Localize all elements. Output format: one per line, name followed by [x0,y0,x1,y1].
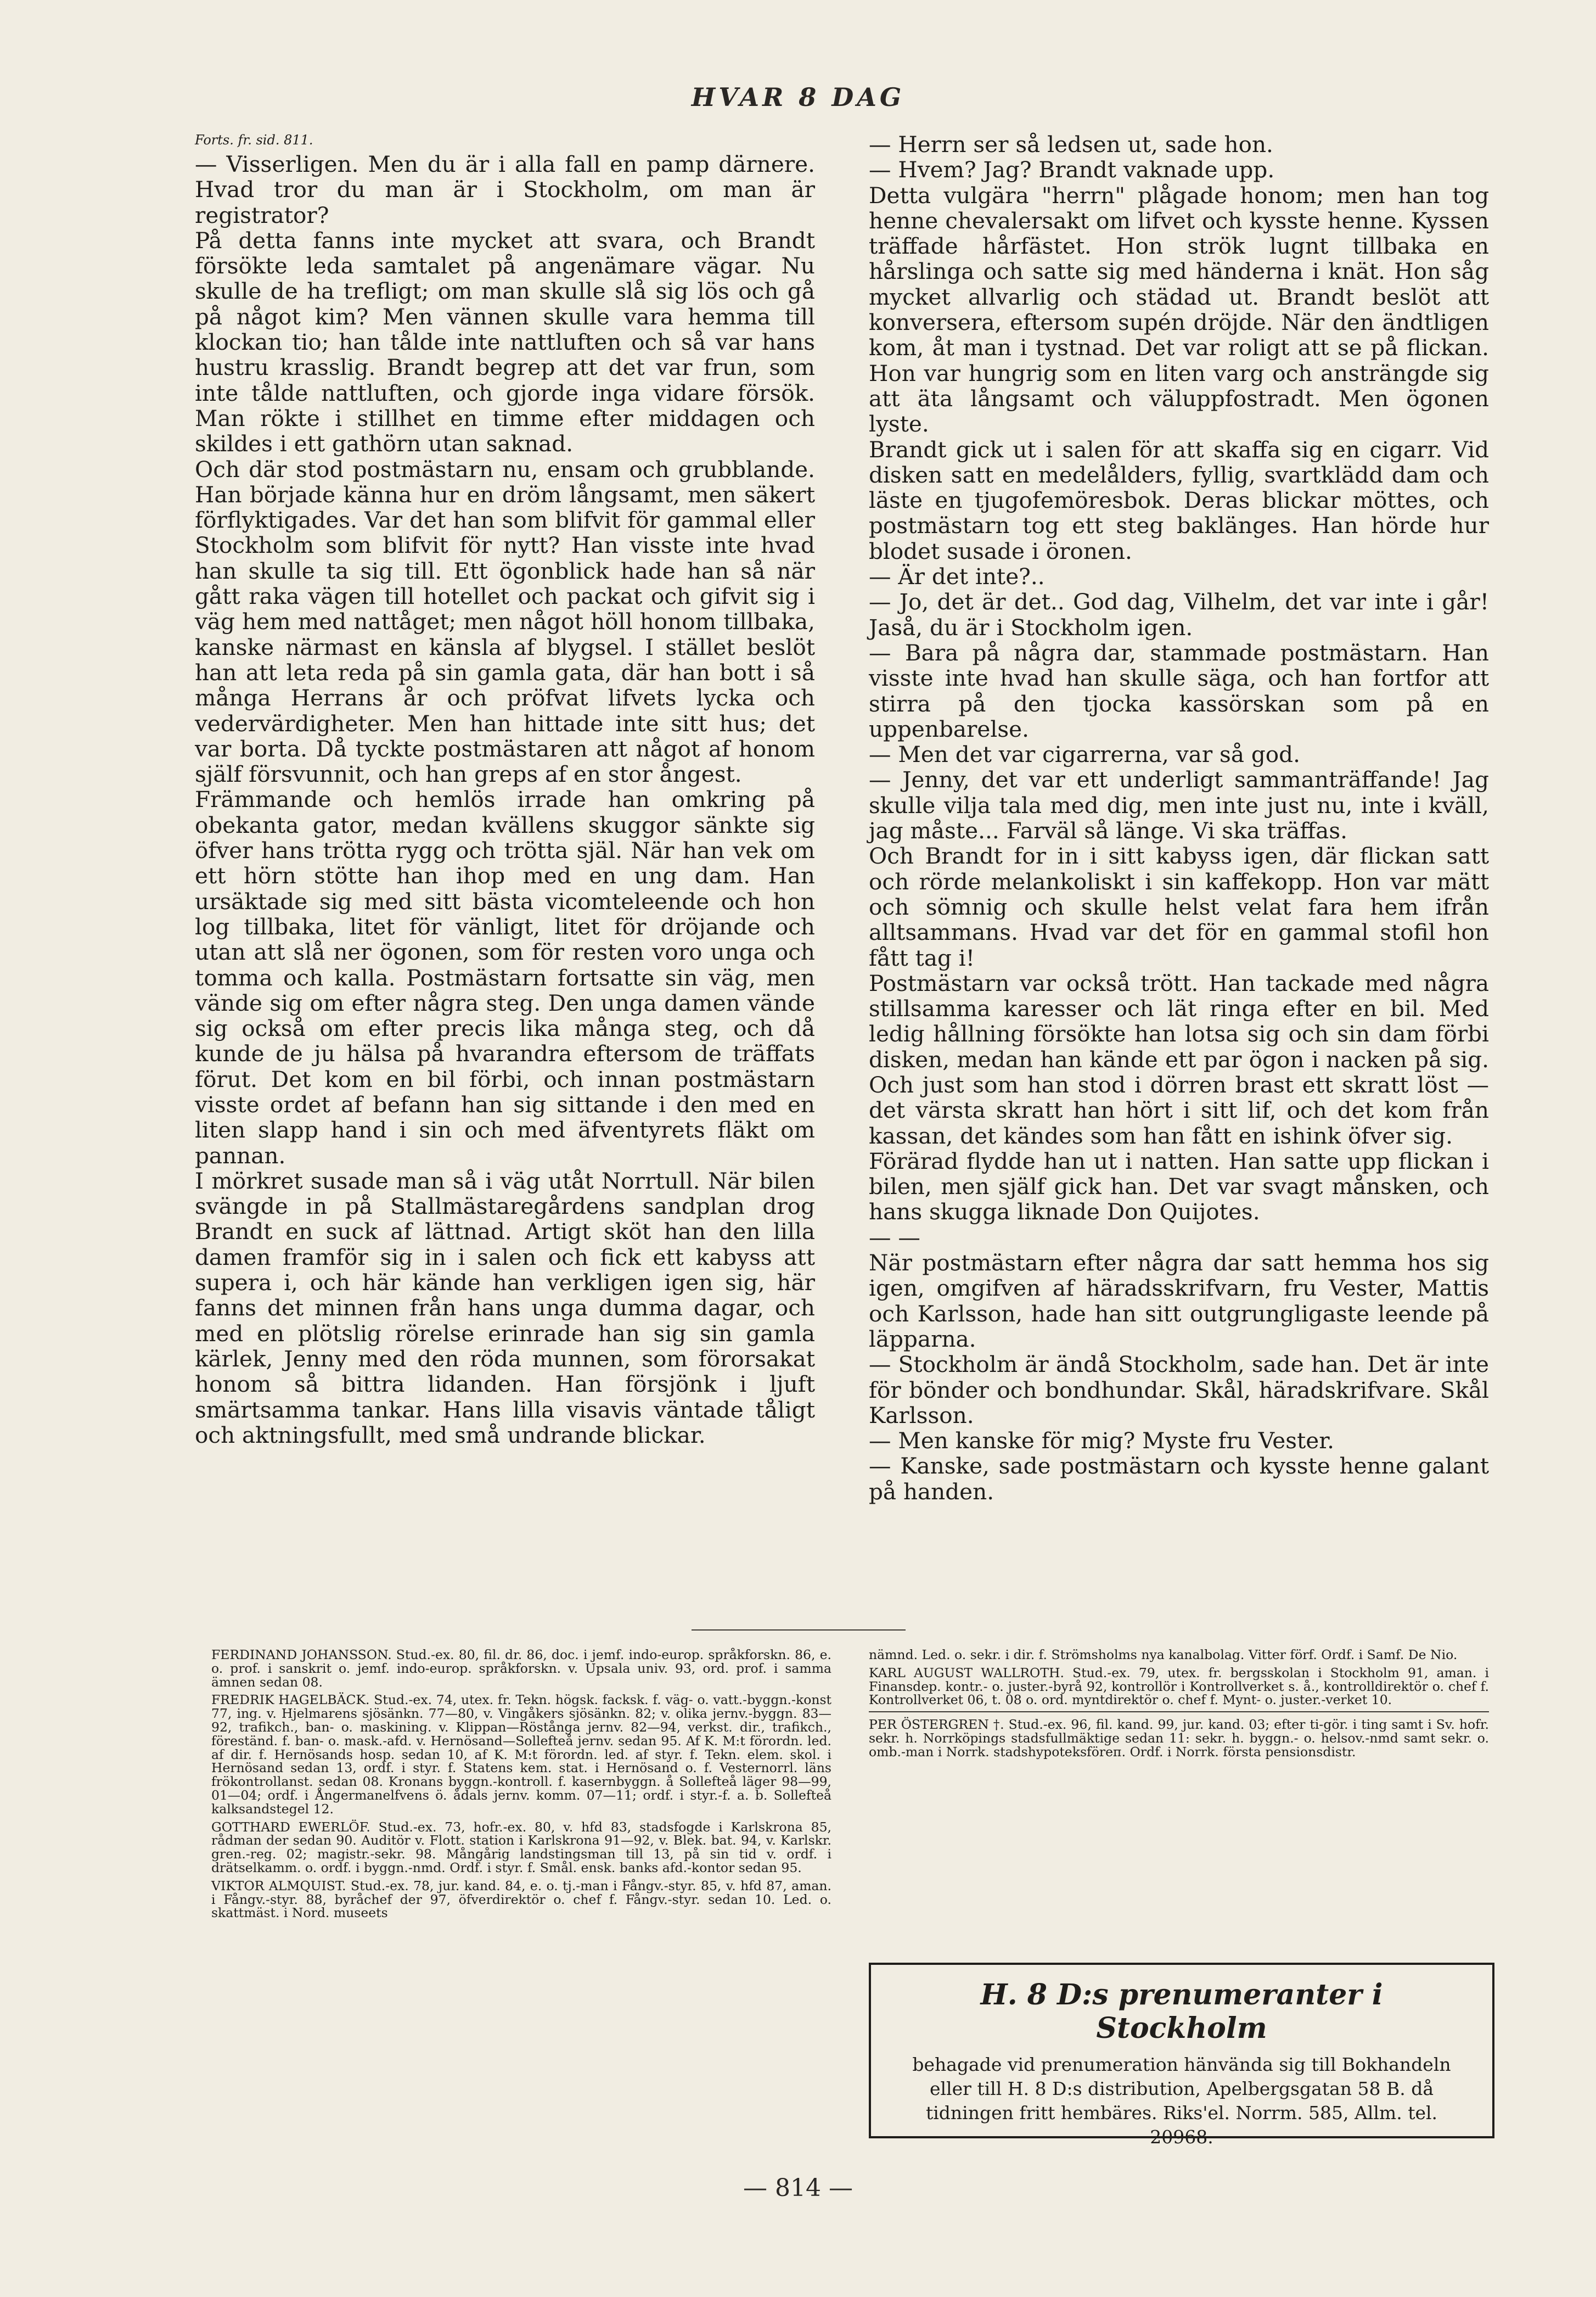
page-number: — 814 — [743,2174,853,2202]
subscription-notice [869,1963,1494,2148]
notice-text: behagade vid prenumeration hänvända sig till Bokhandeln eller till H. 8 D:s distribution, Apelbergsgatan 58 B. då tidningen fritt hembäres. Riks'el. Norrm. 585, Allm. tel. 20968. [912,2054,1451,2148]
right-column [869,132,1489,1504]
paragraph: — Men det var cigarrerna, var så god. [869,741,1300,768]
paragraph: — Men kanske för mig? Myste fru Vester. [869,1427,1335,1454]
left-column [195,132,815,1448]
biography-entry: FREDRIK HAGELBÄCK. Stud.-ex. 74, utex. fr. Tekn. högsk. facksk. f. väg- o. vatt.-byggn.-konst 77, ing. v. Hjelmarens sjösänkn. 77—80, v. Vingåkers sjösänkn. 82; v. olika jernv.-byggn. 83—92, trafikch., ban- o. maskining. v. Klippan—Röstånga jernv. 82—94, verkst. dir., trafikch., föreständ. f. ban- o. mask.-afd. v. Hernösand—Sollefteå jernv. sedan 95. Af K. M:t förordn. led. af dir. f. Hernösands hosp. sedan 10, af K. M:t förordn. led. af styr. f. Tekn. elem. skol. i Hernösand sedan 13, ordf. i styr. f. Statens kem. stat. i Hernösand o. f. Vesternorrl. läns frökontrollanst. sedan 08. Kronans byggn.-kontroll. f. kasernbyggn. å Sollefteå läger 98—99, 01—04; ordf. i Ångermanelfvens ö. ådals jernv. komm. 07—11; ordf. i styr.-f. a. b. Sollefteå kalksandstegel 12. [211,1692,831,1817]
paragraph: — Stockholm är ändå Stockholm, sade han. Det är inte för bönder och bondhundar. Skål, häradskrifvare. Skål Karlsson. [869,1351,1489,1428]
paragraph: Detta vulgära "herrn" plågade honom; men han tog henne chevalersakt om lifvet och kysste henne. Kyssen träffade hårfästet. Hon strök lugnt tillbaka en hårslinga och satte sig med händerna i knät. Hon såg mycket allvarlig och städad ut. Brandt beslöt att konversera, eftersom supén dröjde. När den ändtligen kom, åt man i tystnad. Det var roligt att se på flickan. Hon var hungrig som en liten varg och ansträngde sig att äta långsamt och väluppfostradt. Men ögonen lyste. [869,182,1489,438]
paragraph: — Är det inte?.. [869,563,1045,590]
paragraph: Och där stod postmästarn nu, ensam och grubblande. Han började känna hur en dröm långsamt, men säkert förflyktigades. Var det han som blifvit för gammal eller Stockholm som blifvit för nytt? Han visste inte hvad han skulle ta sig till. Ett ögonblick hade han så när gått raka vägen till hotellet och packat och gifvit sig i väg hem med nattåget; men något höll honom tillbaka, kanske närmast en känsla af blygsel. I stället beslöt han att leta reda på sin gamla gata, där han bott i så många Herrans år och pröfvat lifvets lycka och vedervärdigheter. Men han hittade inte sitt hus; det var borta. Då tyckte postmästaren att något af honom själf försvunnit, och han greps af en stor ångest. [195,456,815,788]
paragraph: När postmästarn efter några dar satt hemma hos sig igen, omgifven af häradsskrifvarn, fru Vester, Mattis och Karlsson, hade han sitt outgrungligaste leende på läpparna. [869,1250,1489,1352]
paragraph: — Herrn ser så ledsen ut, sade hon. [869,131,1273,158]
biography-entry: FERDINAND JOHANSSON. Stud.-ex. 80, fil. dr. 86, doc. i jemf. indo-europ. språkforskn. 86, e. o. prof. i sanskrit o. jemf. indo-europ. språkforskn. v. Upsala univ. 93, ord. prof. i samma ämnen sedan 08. [211,1647,831,1690]
paragraph: — Kanske, sade postmästarn och kysste henne galant på handen. [869,1453,1489,1505]
continuation-note: Forts. fr. sid. 811. [195,132,313,148]
paragraph: Och Brandt for in i sitt kabyss igen, där flickan satt och rörde melankoliskt i sin kaffekopp. Hon var mätt och sömnig och skulle helst velat fara hem ifrån alltsammans. Hvad var det för en gammal stofil hon fått tag i! [869,843,1489,971]
biography-entry: PER ÖSTERGREN †. Stud.-ex. 96, fil. kand. 99, jur. kand. 03; efter ti-gör. i ting samt i Sv. hofr. sekr. h. Norrköpings stadsfullmäktige sedan 11: sekr. h. byggn.- o. helsov.-nmd samt sekr. o. omb.-man i Norrk. stadshypoteksföreп. Ordf. i Norrk. första pensionsdistr. [869,1717,1489,1760]
paragraph: — Jo, det är det.. God dag, Vilhelm, det var inte i går! Jaså, du är i Stockholm igen. [869,589,1489,641]
biography-entry: KARL AUGUST WALLROTH. Stud.-ex. 79, utex. fr. bergsskolan i Stockholm 91, aman. i Finansdep. kontr.- o. juster.-byrå 92, kontrollör i Kontrollverket s. å., kontrolldirektör o. chef f. Kontrollverket 06, t. 08 o. ord. myntdirektör o. chef f. Mynt- o. juster.-verket 10. [869,1665,1489,1708]
paragraph: — Bara på några dar, stammade postmästarn. Han visste inte hvad han skulle säga, och han fortfor att stirra på den tjocka kassörskan som på en uppenbarelse. [869,639,1489,742]
section-divider [692,1629,906,1631]
paragraph: — Hvem? Jag? Brandt vaknade upp. [869,156,1275,183]
paragraph: Förärad flydde han ut i natten. Han satte upp flickan i bilen, men själf gick han. Det var svagt månsken, och hans skugga liknade Don Quijotes. [869,1147,1489,1225]
notice-title: H. 8 D:s prenumeranter i Stockholm [980,1978,1383,2045]
biography-entry: nämnd. Led. o. sekr. i dir. f. Strömsholms nya kanalbolag. Vitter förf. Ordf. i Samf. De Nio. [869,1647,1458,1662]
paragraph: Främmande och hemlös irrade han omkring på obekanta gator, medan kvällens skuggor sänkte sig öfver hans trötta rygg och trötta själ. När han vek om ett hörn stötte han ihop med en ung dam. Han ursäktade sig med sitt bästa vicomteleende och hon log tillbaka, litet för vänligt, litet för dröjande och utan att slå ner ögonen, som för resten voro unga och tomma och kalla. Postmästarn fortsatte sin väg, men vände sig om efter några steg. Den unga damen vände sig också om efter precis lika många steg, och då kunde de ju hälsa på hvarandra eftersom de träffats förut. Det kom en bil förbi, och innan postmästarn visste ordet af befann han sig sittande i den med en liten slapp hand i sin och med äfventyrets fläkt om pannan. [195,786,815,1169]
biography-divider [869,1711,1489,1712]
biographies-right [869,1648,1489,1763]
biography-entry: VIKTOR ALMQUIST. Stud.-ex. 78, jur. kand. 84, e. o. tj.-man i Fångv.-styr. 85, v. hfd 87, aman. i Fångv.-styr. 88, byråchef der 97, öfverdirektör o. chef f. Fångv.-styr. sedan 10. Led. o. skattmäst. i Nord. museets [211,1878,831,1921]
paragraph: — Visserligen. Men du är i alla fall en pamp därnere. Hvad tror du man är i Stockholm, om man är registrator? [195,151,815,228]
paragraph: Postmästarn var också trött. Han tackade med några stillsamma karesser och lät ringa efter en bil. Med ledig hållning försökte han lotsa sig och sin dam förbi disken, medan han kände ett par ögon i nacken på sig. Och just som han stod i dörren brast ett skratt löst — det värsta skratt han hört i sitt lif, och det kom från kassan, det kändes som han fått en ishink öfver sig. [869,970,1489,1149]
biographies-left [211,1648,831,1924]
paragraph: I mörkret susade man så i väg utåt Norrtull. När bilen svängde in på Stallmästaregårdens sandplan drog Brandt en suck af lättnad. Artigt sköt han den lilla damen framför sig in i salen och fick ett kabyss att supera i, och här kände han verkligen igen sig, här fanns det minnen från hans unga dumma dagar, och med en plötslig rörelse erinrade han sig sin gamla kärlek, Jenny med den röda munnen, som förorsakat honom så bittra lidanden. Han försjönk i ljuft smärtsamma tankar. Hans lilla visavis väntade tåligt och aktningsfullt, med små undrande blickar. [195,1167,815,1448]
paragraph: — Jenny, det var ett underligt sammanträffande! Jag skulle vilja tala med dig, men inte just nu, inte i kväll, jag måste... Farväl så länge. Vi ska träffas. [869,766,1489,844]
page-header: HVAR 8 DAG [691,82,905,112]
section-break: — — [869,1224,920,1251]
biography-entry: GOTTHARD EWERLÖF. Stud.-ex. 73, hofr.-ex. 80, v. hfd 83, stadsfogde i Karlskrona 85, rådman der sedan 90. Auditör v. Flott. station i Karlskrona 91—92, v. Blek. bat. 94, v. Karlskr. gren.-reg. 02; magistr.-sekr. 98. Mångårig landstingsman till 13, på sin tid v. ordf. i drätselkamm. o. ordf. i byggn.-nmd. Ordf. i styr. f. Smål. ensk. banks afd.-kontor sedan 95. [211,1819,831,1875]
paragraph: På detta fanns inte mycket att svara, och Brandt försökte leda samtalet på angenämare vägar. Nu skulle de ha trefligt; om man skulle slå sig lös och gå på något kim? Men vännen skulle vara hemma till klockan tio; han tålde inte nattluften och så var hans hustru krasslig. Brandt begrep att det var frun, som inte tålde nattluften, och gjorde inga vidare försök. Man rökte i stillhet en timme efter middagen och skildes i ett gathörn utan saknad. [195,227,815,457]
paragraph: Brandt gick ut i salen för att skaffa sig en cigarr. Vid disken satt en medelålders, fyllig, svartklädd dam och läste en tjugofemöresbok. Deras blickar möttes, och postmästarn tog ett steg baklänges. Han hörde hur blodet susade i öronen. [869,436,1489,564]
